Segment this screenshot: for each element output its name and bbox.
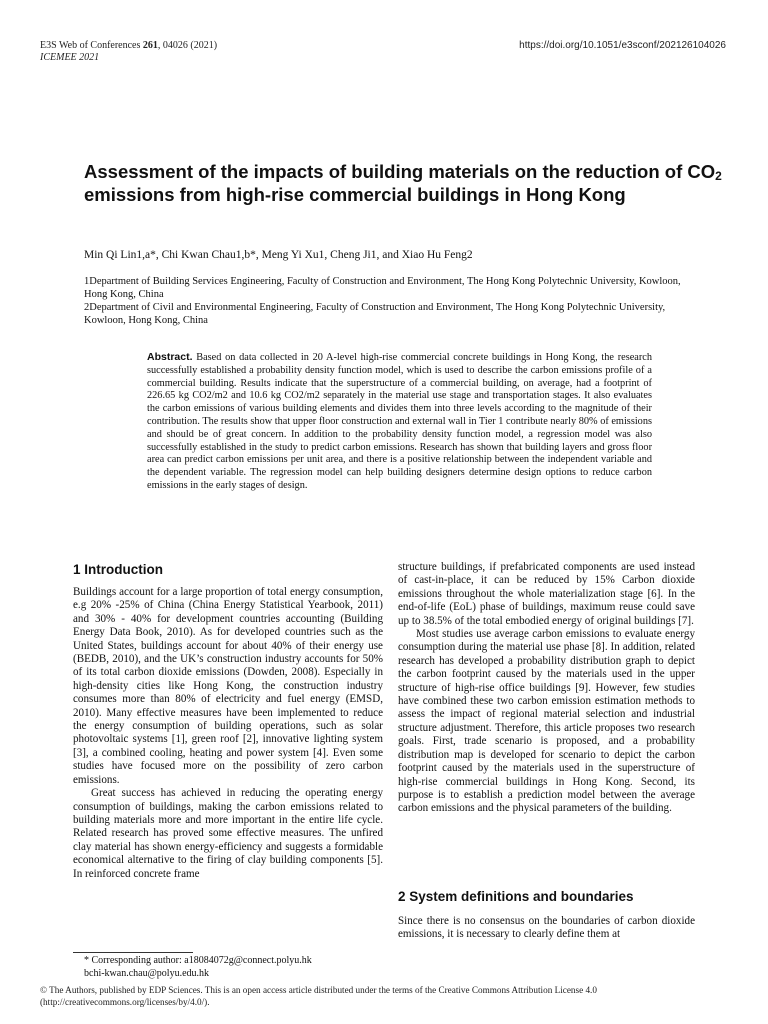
journal-citation: E3S Web of Conferences 261, 04026 (2021): [40, 40, 218, 51]
abstract: [147, 351, 652, 493]
conference-name: ICEMEE 2021: [40, 52, 100, 63]
paper-title: Assessment of the impacts of building materials on the reduction of $CO_2$ emissions from high-rise commercial buildings in Hong Kong: [84, 161, 722, 205]
paragraph: Most studies use average carbon emissions to evaluate energy consumption during the material use phase [8]. In addition, related research has developed a probability distribution graph to depict the carbon footprint caused by the materials used in the upper structure of high-rise office buildings [9]. However, few studies have combined these two carbon emission estimation methods to assess the impact of regional material selection and industrial structure adjustment. Therefore, this article proposes two research goals. First, trade scenario is proposed, and a probability distribution map is developed for scenario to depict the carbon footprint caused by the materials used in the superstructure of high-rise commercial buildings in Hong Kong. Second, its purpose is to establish a prediction model between the average carbon emissions and the physical parameters of the building.: [398, 628, 695, 815]
column-right: [398, 561, 695, 816]
paragraph: structure buildings, if prefabricated components are used instead of cast-in-place, it can be reduced by 15% Carbon dioxide emissions throughout the whole materialization stage [6]. In the end-of-life (EoL) phase of buildings, maximum reuse could save up to 38.5% of the total embodied energy of original buildings [7].: [398, 561, 695, 627]
affiliations: [84, 275, 704, 327]
volume-number: 261: [142, 40, 158, 51]
paragraph: Since there is no consensus on the boundaries of carbon dioxide emissions, it is necessary to clearly define them at: [398, 915, 695, 941]
section-heading-system-definitions: 2 System definitions and boundaries: [398, 889, 634, 904]
abstract-label: Abstract.: [147, 351, 193, 363]
footnotes: [84, 955, 312, 980]
footnote-divider: [73, 952, 193, 953]
doi-link[interactable]: https://doi.org/10.1051/e3sconf/202126104026: [519, 40, 726, 51]
section-heading-introduction: 1 Introduction: [73, 562, 163, 577]
paragraph: Great success has achieved in reducing the operating energy consumption of buildings, making the carbon emissions related to building materials more and more important in the entire life cycle. Related research has proved some effective measures. The unfired clay material has shown energy-efficiency and suggests a formidable economical alternative to the firing of clay building components [5]. In reinforced concrete frame: [73, 787, 383, 880]
column-right-section2: [398, 915, 695, 942]
license-notice: © The Authors, published by EDP Sciences. This is an open access article distributed under the terms of the Creative Commons Attribution License 4.0 (http://creativecommons.org/licenses/by/4.0/).: [40, 985, 597, 1007]
author-list: Min Qi Lin1,a*, Chi Kwan Chau1,b*, Meng Yi Xu1, Cheng Ji1, and Xiao Hu Feng2: [84, 249, 473, 261]
email-footnote: bchi-kwan.chau@polyu.edu.hk: [84, 967, 210, 979]
abstract-text: Based on data collected in 20 A-level high-rise commercial concrete buildings in Hong Kong, the research successfully established a probability density function model, which is used to describe the carbon emissions profile of a commercial building. Results indicate that the superstructure of a commercial building, on average, had a footprint of 226.65 kg CO2/m2 and 10.6 kg CO2/m2 separately in the material use stage and transportation stages. It also evaluates the carbon emissions of various building elements and divides them into three levels according to the magnitude of their contribution. The results show that upper floor construction and external wall in Tier 1 contribute nearly 80% of emissions and should be of great concern. In addition to the probability density function model, a regression model was also successfully established in the study to predict carbon emissions. Research has shown that building layers and gross floor area can predict carbon emissions per unit area, and there is a positive relationship between the independent variable and the dependent variable. The regression model can help building designers determine design options to reduce carbon emissions in the early stages of design.: [147, 352, 652, 491]
column-left: [73, 586, 383, 881]
affiliation-2: 2Department of Civil and Environmental Engineering, Faculty of Construction and Environment, The Hong Kong Polytechnic University, Kowloon, Hong Kong, China: [84, 302, 666, 326]
paragraph: Buildings account for a large proportion of total energy consumption, e.g 20% -25% of China (China Energy Statistical Yearbook, 2011) and 30% - 40% for development countries accounting (Building Energy Data Book, 2010). As for developed countries such as the United States, buildings account for about 40% of their energy use (BEDB, 2010), and the UK’s construction industry accounts for 50% of its total carbon dioxide emissions (Dowden, 2008). Especially in high-density cities like Hong Kong, the construction industry consumes more than 80% of electricity and fuel energy (EMSD, 2010). Many effective measures have been implemented to reduce the energy consumption of building operations, such as solar photovoltaic systems [1], green roof [2], innovative lighting system [3], a combined cooling, heating and power system [4]. Even some studies have focused more on the possibility of zero carbon emissions.: [73, 586, 383, 786]
corresponding-author-footnote: * Corresponding author: a18084072g@connect.polyu.hk: [84, 955, 312, 966]
affiliation-1: 1Department of Building Services Engineering, Faculty of Construction and Environment, The Hong Kong Polytechnic University, Kowloon, Hong Kong, China: [84, 276, 681, 300]
running-header-left: [40, 40, 217, 64]
